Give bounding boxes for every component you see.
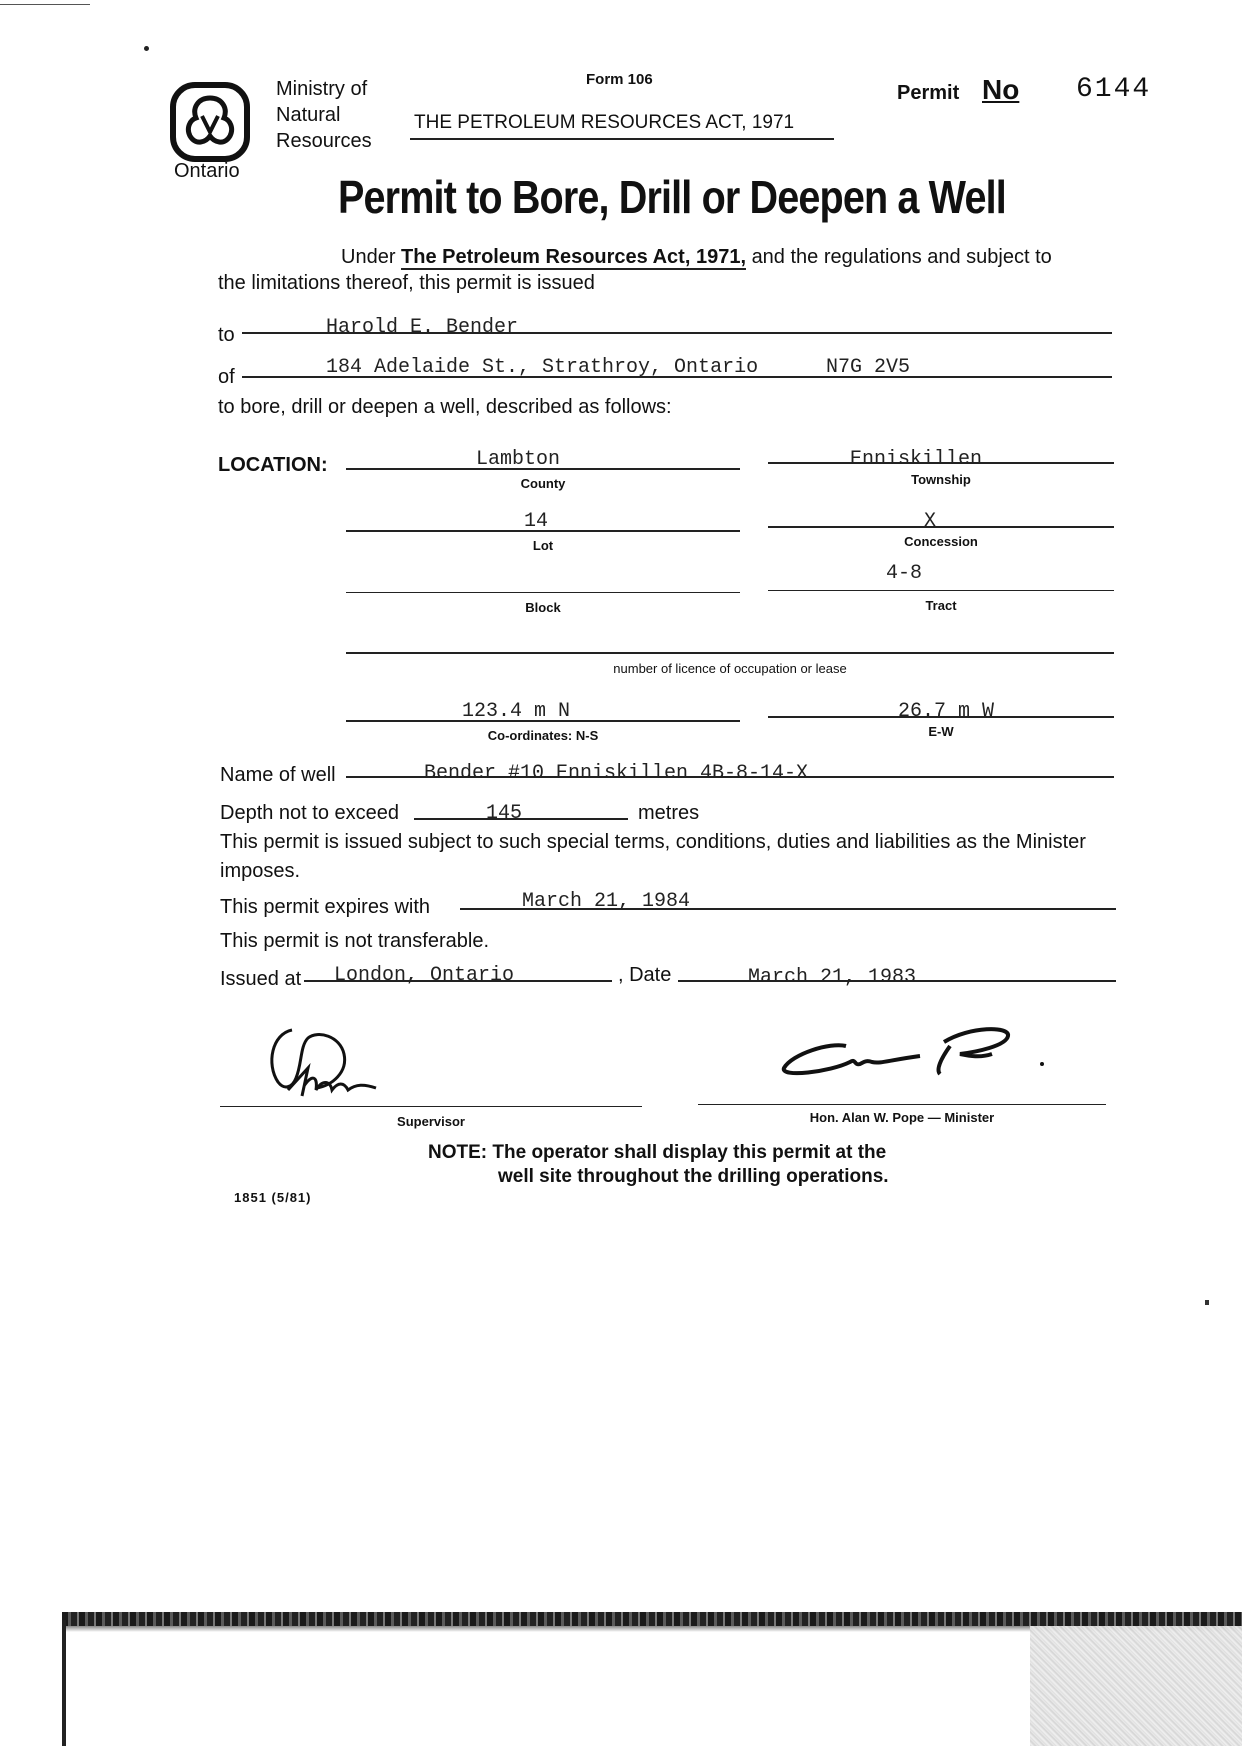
scan-speck (1205, 1300, 1209, 1305)
scan-left-edge (62, 1620, 66, 1746)
concession-line (768, 526, 1114, 528)
location-label: LOCATION: (218, 454, 328, 476)
terms-text: This permit is issued subject to such special terms, conditions, duties and liabilities as the Minister imposes. (220, 831, 1086, 882)
minister-line (698, 1104, 1106, 1105)
ontario-trillium-logo-icon (170, 82, 250, 162)
note-label: NOTE: (428, 1142, 488, 1163)
form-number: Form 106 (586, 71, 653, 88)
act-title: THE PETROLEUM RESOURCES ACT, 1971 (414, 112, 795, 133)
township-value: Enniskillen (850, 448, 983, 471)
expires-label: This permit expires with (220, 896, 431, 918)
intro-under: Under (341, 246, 396, 268)
intro-act: The Petroleum Resources Act, 1971, (401, 246, 746, 268)
scan-corner-noise (1030, 1626, 1242, 1746)
issued-value: London, Ontario (334, 964, 515, 987)
ministry-line-3: Resources (276, 130, 372, 152)
date-label: , Date (618, 964, 672, 986)
page-title: Permit to Bore, Drill or Deepen a Well (338, 171, 1006, 223)
of-value: 184 Adelaide St., Strathroy, Ontario (326, 356, 759, 379)
issued-label: Issued at (220, 968, 302, 990)
well-label: Name of well (220, 764, 336, 786)
not-transferable-text: This permit is not transferable. (220, 930, 489, 952)
number-sign-text: No (982, 74, 1020, 105)
depth-value: 145 (486, 802, 523, 825)
of-label: of (218, 366, 235, 388)
to-label: to (218, 324, 235, 346)
permit-label: Permit (897, 82, 960, 104)
tract-caption: Tract (925, 598, 957, 613)
tract-line (768, 590, 1114, 591)
of-postal: N7G 2V5 (826, 356, 911, 379)
ew-value: 26.7 m W (898, 700, 995, 723)
to-value: Harold E. Bender (326, 316, 519, 339)
well-value: Bender #10 Enniskillen 4B-8-14-X (424, 762, 809, 785)
date-value: March 21, 1983 (748, 966, 917, 989)
scan-edge-band (62, 1612, 1242, 1626)
form-code: 1851 (5/81) (234, 1190, 312, 1205)
concession-caption: Concession (904, 534, 978, 549)
number-sign (982, 74, 1019, 106)
licence-caption: number of licence of occupation or lease (613, 661, 847, 676)
lot-caption: Lot (532, 538, 554, 553)
permit-number: 6144 (1076, 74, 1152, 105)
licence-line (346, 652, 1114, 654)
act-title-underline (410, 138, 834, 140)
intro-line-2: the limitations thereof, this permit is issued (218, 272, 595, 294)
intro-line-1 (341, 246, 1052, 269)
county-caption: County (520, 476, 566, 491)
note-line-1 (428, 1142, 886, 1164)
note-line-2: well site throughout the drilling operations. (498, 1166, 889, 1187)
concession-value: X (924, 510, 937, 533)
block-caption: Block (525, 600, 561, 615)
county-value: Lambton (476, 448, 561, 471)
scan-dot (144, 46, 149, 51)
described-text: to bore, drill or deepen a well, described as follows: (218, 396, 672, 418)
depth-unit: metres (638, 802, 700, 824)
minister-caption: Hon. Alan W. Pope — Minister (809, 1110, 995, 1125)
ns-caption: Co-ordinates: N-S (487, 728, 599, 743)
ns-value: 123.4 m N (462, 700, 571, 723)
note-text-1: The operator shall display this permit at the (492, 1142, 887, 1163)
supervisor-signature (252, 1024, 452, 1114)
ew-caption: E-W (928, 724, 954, 739)
supervisor-caption: Supervisor (397, 1114, 465, 1129)
expires-value: March 21, 1984 (522, 890, 691, 913)
minister-signature (780, 1016, 1060, 1086)
depth-label: Depth not to exceed (220, 802, 400, 824)
township-caption: Township (911, 472, 971, 487)
ministry-line-1: Ministry of (276, 78, 368, 100)
intro-rest-1: and the regulations and subject to (751, 246, 1052, 268)
tract-value: 4-8 (886, 562, 923, 585)
lot-value: 14 (524, 510, 549, 533)
scan-mark-top (0, 4, 90, 5)
block-line (346, 592, 740, 593)
ministry-line-2: Natural (276, 104, 341, 126)
province-label: Ontario (174, 160, 240, 182)
supervisor-line (220, 1106, 642, 1107)
